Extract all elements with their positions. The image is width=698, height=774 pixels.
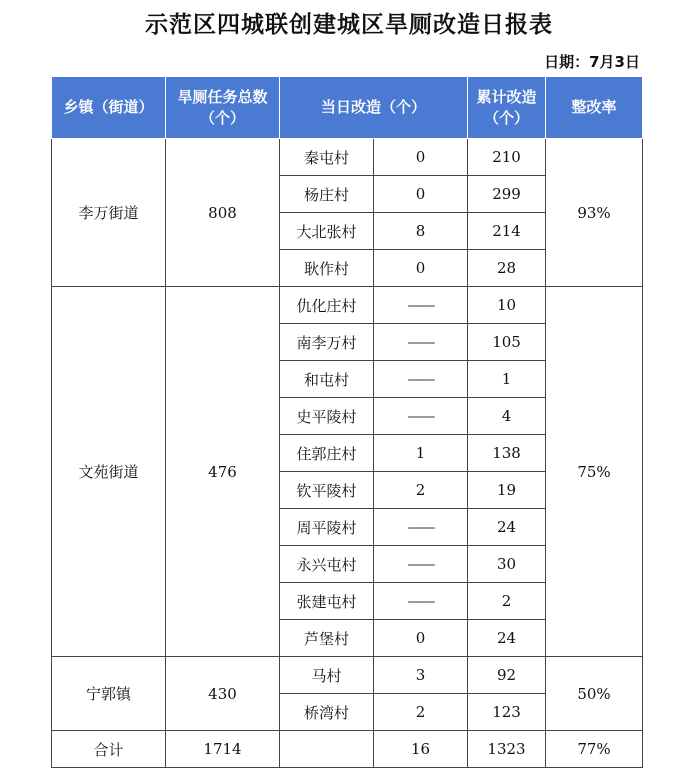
village-cumulative: 1 xyxy=(468,361,546,398)
village-daily: —— xyxy=(374,361,468,398)
village-cumulative: 4 xyxy=(468,398,546,435)
report-table xyxy=(51,76,643,768)
village-name: 桥湾村 xyxy=(280,694,374,731)
village-cumulative: 24 xyxy=(468,509,546,546)
village-daily: 1 xyxy=(374,435,468,472)
village-cumulative: 214 xyxy=(468,213,546,250)
village-cumulative: 30 xyxy=(468,546,546,583)
table-row xyxy=(52,139,643,176)
town-rate: 75% xyxy=(546,287,643,657)
header-total-task: 旱厕任务总数（个） xyxy=(166,77,280,139)
village-name: 秦屯村 xyxy=(280,139,374,176)
village-cumulative: 10 xyxy=(468,287,546,324)
village-daily: 8 xyxy=(374,213,468,250)
village-daily: 3 xyxy=(374,657,468,694)
village-cumulative: 210 xyxy=(468,139,546,176)
village-daily: 0 xyxy=(374,250,468,287)
village-cumulative: 28 xyxy=(468,250,546,287)
village-name: 和屯村 xyxy=(280,361,374,398)
village-daily: —— xyxy=(374,583,468,620)
village-cumulative: 24 xyxy=(468,620,546,657)
summary-cumulative: 1323 xyxy=(468,731,546,768)
summary-row xyxy=(52,731,643,768)
village-daily: 0 xyxy=(374,139,468,176)
table-row xyxy=(52,287,643,324)
village-name: 南李万村 xyxy=(280,324,374,361)
summary-rate: 77% xyxy=(546,731,643,768)
village-daily: 2 xyxy=(374,694,468,731)
town-name: 文苑街道 xyxy=(52,287,166,657)
town-total-task: 430 xyxy=(166,657,280,731)
village-daily: 0 xyxy=(374,176,468,213)
village-name: 钦平陵村 xyxy=(280,472,374,509)
village-name: 张建屯村 xyxy=(280,583,374,620)
village-cumulative: 19 xyxy=(468,472,546,509)
header-daily: 当日改造（个） xyxy=(280,77,468,139)
village-name: 住郭庄村 xyxy=(280,435,374,472)
village-name: 马村 xyxy=(280,657,374,694)
village-name: 仇化庄村 xyxy=(280,287,374,324)
village-daily: —— xyxy=(374,546,468,583)
village-daily: —— xyxy=(374,287,468,324)
village-daily: 2 xyxy=(374,472,468,509)
summary-village xyxy=(280,731,374,768)
report-title: 示范区四城联创建城区旱厕改造日报表 xyxy=(145,12,553,38)
report-body xyxy=(52,139,643,768)
town-name: 宁郭镇 xyxy=(52,657,166,731)
town-rate: 93% xyxy=(546,139,643,287)
town-total-task: 808 xyxy=(166,139,280,287)
village-cumulative: 2 xyxy=(468,583,546,620)
village-cumulative: 299 xyxy=(468,176,546,213)
village-name: 大北张村 xyxy=(280,213,374,250)
header-town: 乡镇（街道） xyxy=(52,77,166,139)
town-name: 李万街道 xyxy=(52,139,166,287)
summary-total: 1714 xyxy=(166,731,280,768)
village-name: 永兴屯村 xyxy=(280,546,374,583)
header-rate: 整改率 xyxy=(546,77,643,139)
village-name: 周平陵村 xyxy=(280,509,374,546)
summary-daily: 16 xyxy=(374,731,468,768)
header-row xyxy=(52,77,643,139)
village-daily: —— xyxy=(374,398,468,435)
village-name: 杨庄村 xyxy=(280,176,374,213)
town-rate: 50% xyxy=(546,657,643,731)
village-cumulative: 105 xyxy=(468,324,546,361)
header-cumulative: 累计改造（个） xyxy=(468,77,546,139)
report-date: 日期：7月3日 xyxy=(544,53,640,71)
village-cumulative: 92 xyxy=(468,657,546,694)
town-total-task: 476 xyxy=(166,287,280,657)
village-daily: 0 xyxy=(374,620,468,657)
village-name: 史平陵村 xyxy=(280,398,374,435)
village-daily: —— xyxy=(374,509,468,546)
village-name: 耿作村 xyxy=(280,250,374,287)
summary-label: 合计 xyxy=(52,731,166,768)
village-daily: —— xyxy=(374,324,468,361)
village-cumulative: 123 xyxy=(468,694,546,731)
table-row xyxy=(52,657,643,694)
village-cumulative: 138 xyxy=(468,435,546,472)
village-name: 芦堡村 xyxy=(280,620,374,657)
